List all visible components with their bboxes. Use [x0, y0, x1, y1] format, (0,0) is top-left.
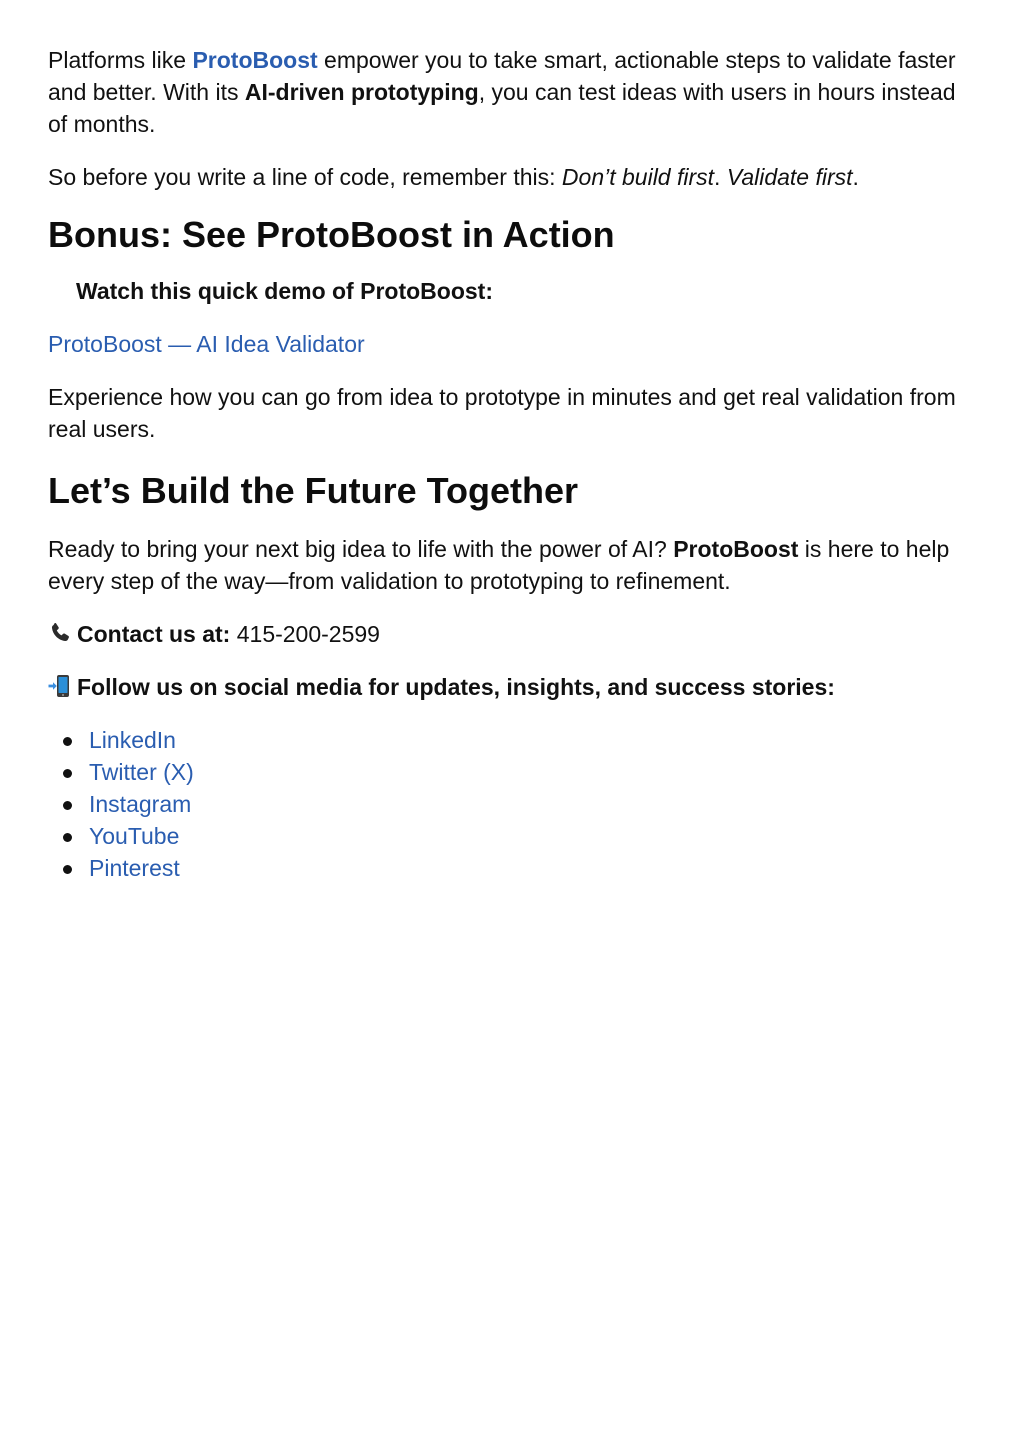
follow-line: [48, 671, 978, 703]
italic-phrase: Validate first: [726, 164, 853, 190]
build-future-heading: Let’s Build the Future Together: [48, 470, 578, 511]
social-links-list: [48, 724, 978, 884]
youtube-link[interactable]: YouTube: [89, 823, 180, 849]
contact-label: Contact us at:: [77, 621, 231, 647]
list-item: [89, 788, 978, 820]
reminder-paragraph: [48, 161, 978, 193]
ready-paragraph: [48, 533, 978, 597]
brand-bold: ProtoBoost: [673, 536, 799, 562]
text-segment: is here to help every step of the way—from validation to prototyping to refinement.: [48, 536, 950, 594]
text-segment: , you can test ideas with users in hours instead of months.: [48, 79, 956, 137]
text-segment: .: [852, 164, 859, 190]
text-segment: Ready to bring your next big idea to life with the power of AI?: [48, 536, 674, 562]
document-page: [48, 44, 978, 884]
mobile-arrow-icon: [48, 674, 72, 698]
text-segment: empower you to take smart, actionable steps to validate faster and better. With its: [48, 47, 956, 105]
demo-paragraph: [48, 328, 978, 360]
list-item: [89, 724, 978, 756]
list-item: [89, 756, 978, 788]
text-segment: So before you write a line of code, remember this:: [48, 164, 562, 190]
list-item: [89, 820, 978, 852]
list-item: [89, 852, 978, 884]
linkedin-link[interactable]: LinkedIn: [89, 727, 176, 753]
telephone-icon: [48, 621, 72, 645]
protoboost-link[interactable]: ProtoBoost: [192, 47, 318, 73]
watch-demo-label: Watch this quick demo of ProtoBoost:: [76, 278, 493, 304]
text-segment: Platforms like: [48, 47, 193, 73]
twitter-link[interactable]: Twitter (X): [89, 759, 194, 785]
italic-phrase: Don’t build first: [561, 164, 715, 190]
intro-paragraph: [48, 44, 978, 140]
contact-line: [48, 618, 978, 650]
demo-link[interactable]: ProtoBoost — AI Idea Validator: [48, 331, 365, 357]
bonus-heading: Bonus: See ProtoBoost in Action: [48, 214, 615, 255]
phone-number[interactable]: 415-200-2599: [230, 621, 380, 647]
experience-paragraph: Experience how you can go from idea to prototype in minutes and get real validation from real users.: [48, 384, 956, 442]
text-segment: .: [714, 164, 727, 190]
pinterest-link[interactable]: Pinterest: [89, 855, 180, 881]
bold-phrase: AI-driven prototyping: [244, 79, 479, 105]
follow-label: Follow us on social media for updates, insights, and success stories:: [77, 674, 835, 700]
instagram-link[interactable]: Instagram: [89, 791, 192, 817]
